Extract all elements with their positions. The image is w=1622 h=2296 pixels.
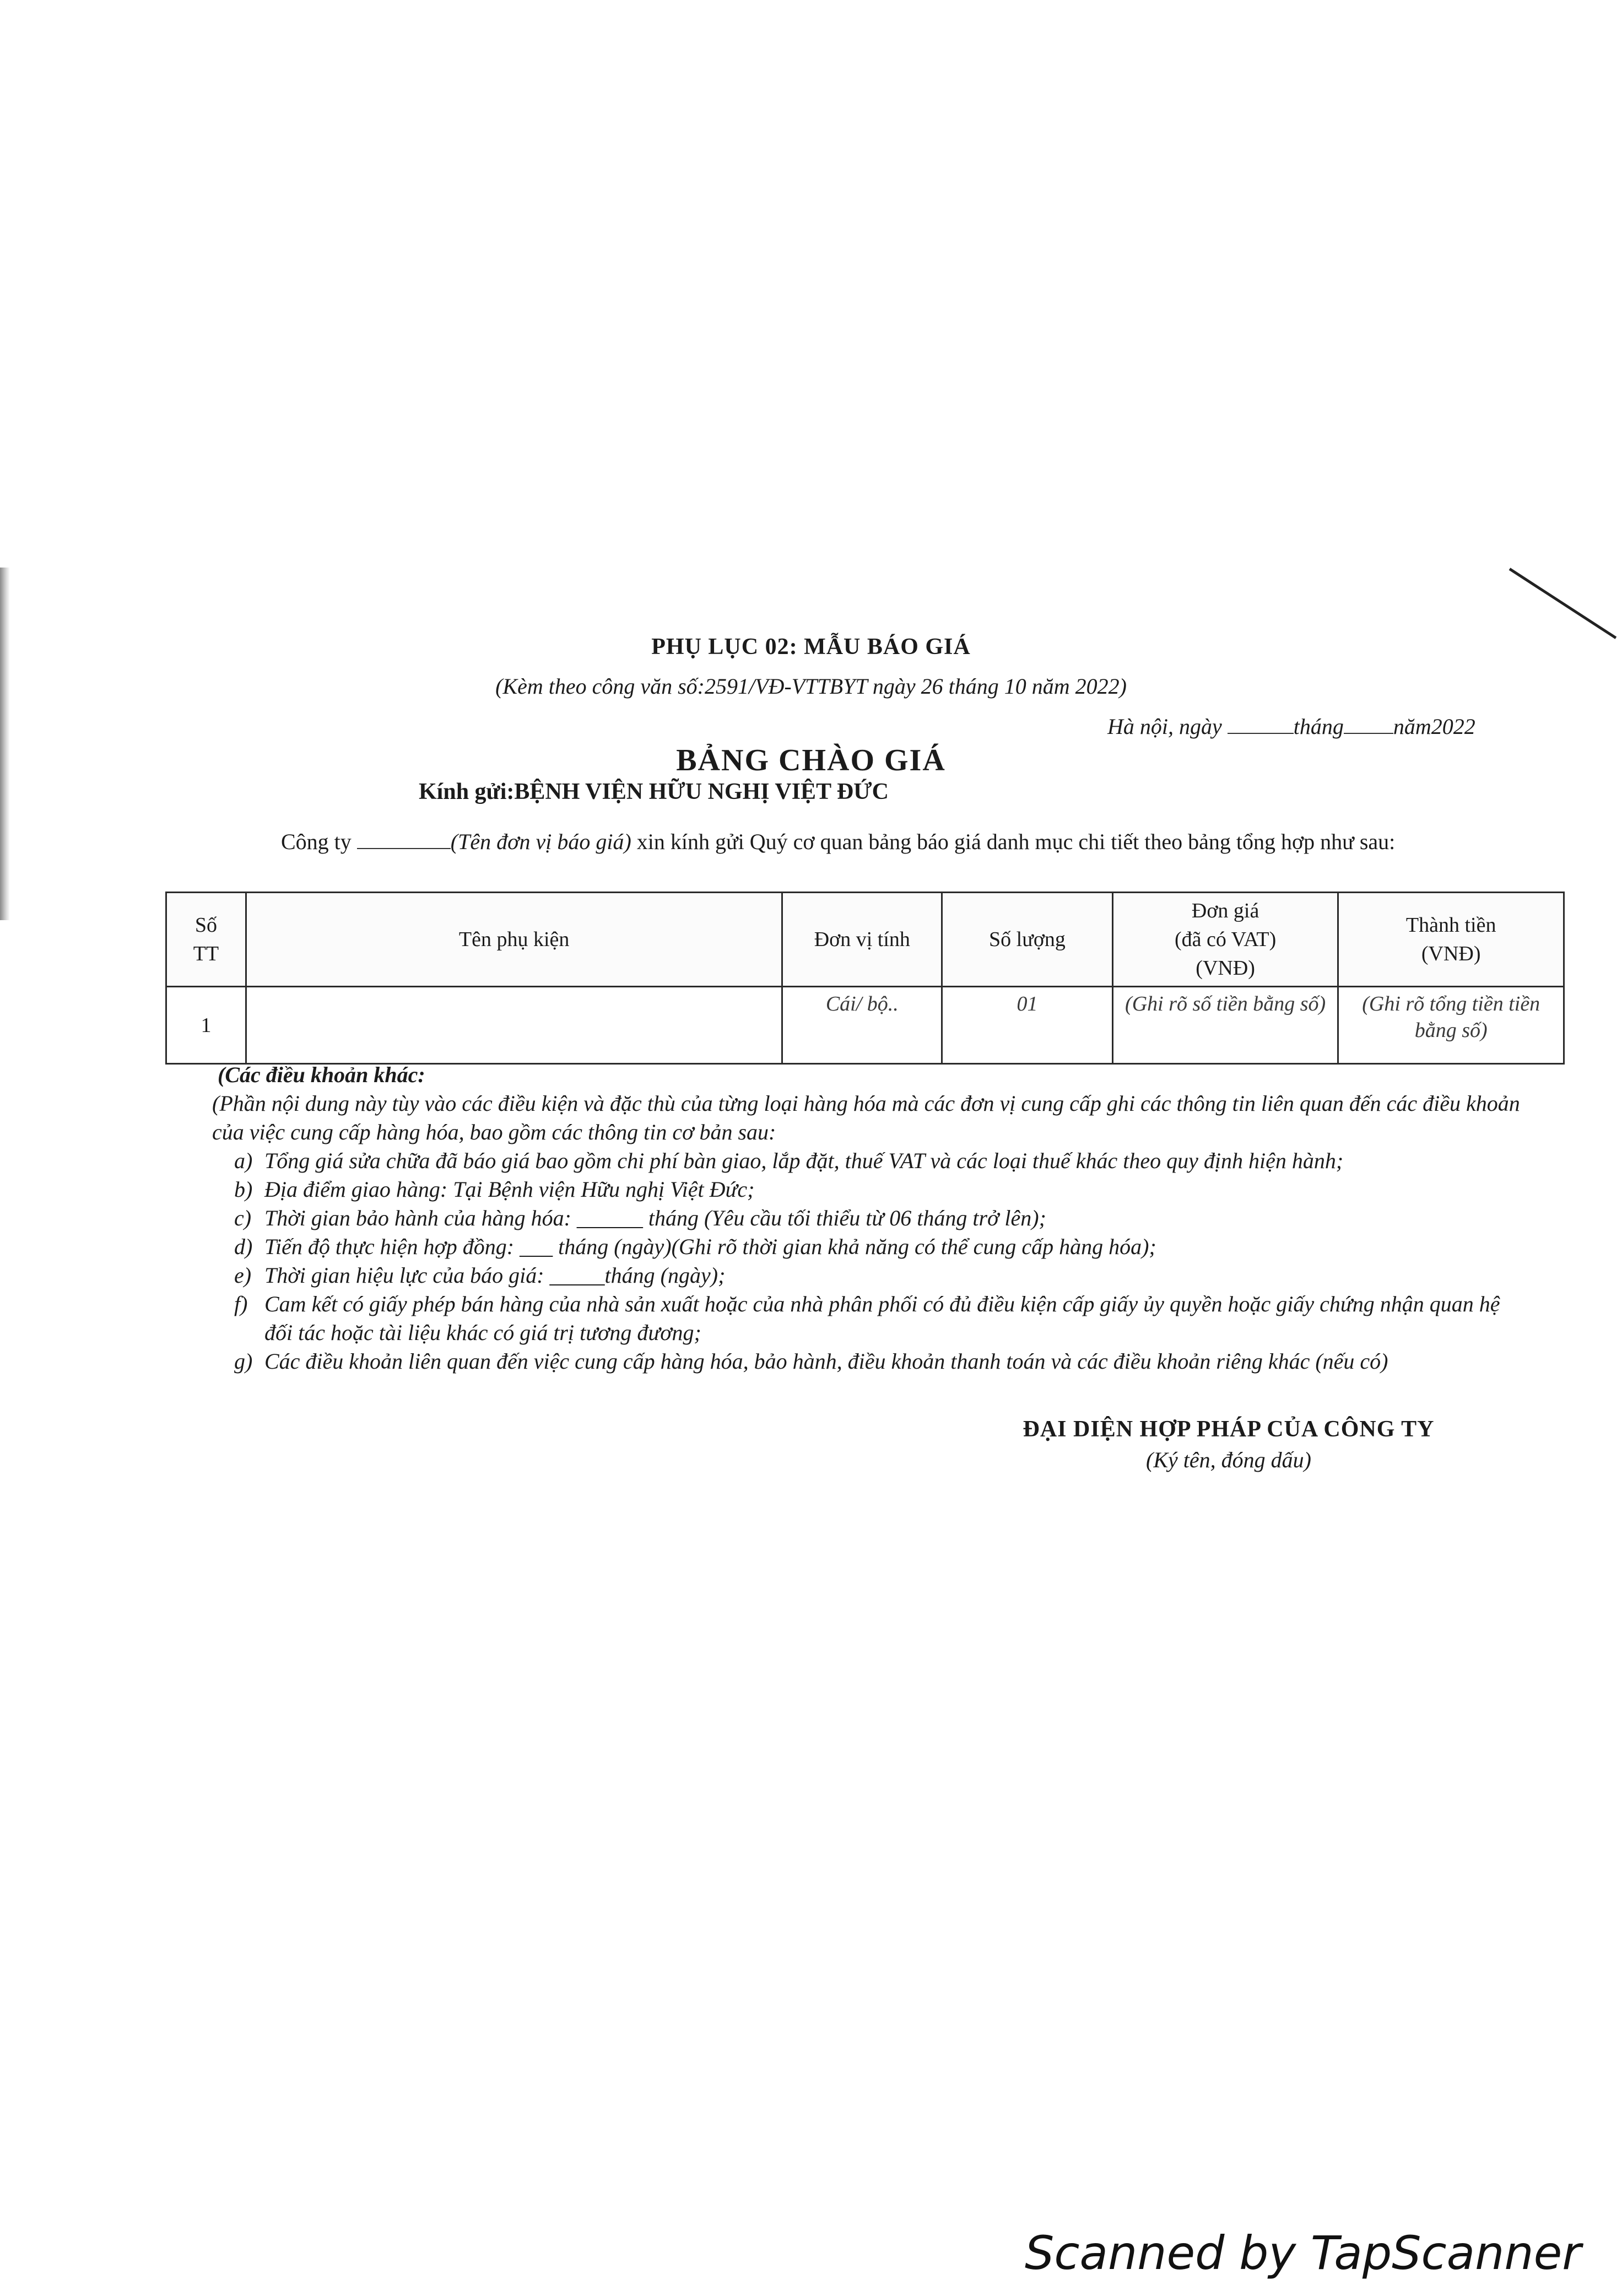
signature-block [981,1416,1477,1473]
header-total [1338,893,1564,987]
main-title: BẢNG CHÀO GIÁ [676,743,946,777]
item-letter: a) [234,1148,253,1173]
signature-note: (Ký tên, đóng dấu) [1146,1447,1311,1472]
terms-description: (Phần nội dung này tùy vào các điều kiện và đặc thù của từng loại hàng hóa mà các đơn vị cung cấp ghi các thông tin liên quan đến các điều khoản của việc cung cấp hàng hóa, bao gồm các thông tin cơ bản sau: [212,1091,1520,1144]
item-letter: g) [234,1349,253,1374]
item-letter: b) [234,1177,253,1202]
date-prefix: Hà nội, ngày [1107,714,1222,739]
signature-title: ĐẠI DIỆN HỢP PHÁP CỦA CÔNG TY [1023,1417,1435,1442]
header-stt-line2: TT [193,942,219,965]
cell-total: (Ghi rõ tổng tiền tiền bằng số) [1338,987,1564,1064]
header-name: Tên phụ kiện [246,893,782,987]
header-price [1112,893,1338,987]
day-blank [1228,714,1294,734]
header-unit: Đơn vị tính [782,893,942,987]
intro-rest: xin kính gửi Quý cơ quan bảng báo giá danh mục chi tiết theo bảng tổng hợp như sau: [636,829,1396,854]
recipient-line: Kính gửi:BỆNH VIỆN HỮU NGHỊ VIỆT ĐỨC [419,779,889,804]
item-text: Cam kết có giấy phép bán hàng của nhà sản xuất hoặc của nhà phân phối có đủ điều kiện cấp giấy ủy quyền hoặc giấy chứng nhận quan hệ đối tác hoặc tài liệu khác có giá trị tương đương; [264,1292,1500,1345]
header-price-line3: (VNĐ) [1196,957,1255,980]
list-item [234,1233,1523,1261]
item-letter: f) [234,1292,248,1316]
header-price-line2: (đã có VAT) [1174,928,1277,951]
quotation-table [165,892,1565,1065]
list-item [234,1175,1523,1204]
month-label: tháng [1293,714,1344,739]
scanner-watermark: Scanned by TapScanner [1025,2226,1581,2280]
terms-list [212,1147,1523,1376]
appendix-title: PHỤ LỤC 02: MẪU BÁO GIÁ [651,634,971,660]
item-letter: d) [234,1234,253,1259]
item-text: Tiến độ thực hiện hợp đồng: ___ tháng (ngày)(Ghi rõ thời gian khả năng có thể cung cấp hàng hóa); [264,1234,1156,1259]
cell-unit: Cái/ bộ.. [782,987,942,1064]
terms-heading: (Các điều khoản khác: [218,1062,425,1087]
cell-price: (Ghi rõ số tiền bằng số) [1112,987,1338,1064]
company-label: Công ty [281,829,352,854]
scan-corner-line [1509,568,1617,639]
header-price-line1: Đơn giá [1191,899,1259,922]
item-letter: c) [234,1206,252,1230]
header-stt-line1: Số [194,914,217,937]
list-item [234,1261,1523,1290]
item-text: Tổng giá sửa chữa đã báo giá bao gồm chi phí bàn giao, lắp đặt, thuế VAT và các loại thuế khác theo quy định hiện hành; [264,1148,1344,1173]
list-item [234,1147,1523,1175]
header-qty: Số lượng [942,893,1113,987]
item-text: Thời gian hiệu lực của báo giá: _____tháng (ngày); [264,1263,726,1288]
cell-stt: 1 [166,987,246,1064]
item-text: Các điều khoản liên quan đến việc cung cấp hàng hóa, bảo hành, điều khoản thanh toán và các điều khoản riêng khác (nếu có) [264,1349,1388,1374]
item-text: Thời gian bảo hành của hàng hóa: ______ tháng (Yêu cầu tối thiểu từ 06 tháng trở lên); [264,1206,1046,1230]
intro-paragraph [165,826,1537,857]
company-blank [357,829,451,849]
header-total-line1: Thành tiền [1405,914,1496,937]
company-placeholder: (Tên đơn vị báo giá) [450,829,631,854]
header-total-line2: (VNĐ) [1421,942,1481,965]
cell-qty: 01 [942,987,1113,1064]
month-blank [1344,714,1393,734]
year-label: năm2022 [1393,714,1475,739]
list-item [234,1290,1523,1347]
attachment-reference: (Kèm theo công văn số:2591/VĐ-VTTBYT ngày 26 tháng 10 năm 2022) [495,674,1127,699]
table-header-row [166,893,1564,987]
cell-name [246,987,782,1064]
list-item [234,1204,1523,1233]
item-text: Địa điểm giao hàng: Tại Bệnh viện Hữu nghị Việt Đức; [264,1177,755,1202]
header-stt [166,893,246,987]
date-line [1107,714,1475,739]
list-item [234,1347,1523,1376]
item-letter: e) [234,1263,252,1288]
table-row [166,987,1564,1064]
terms-section [212,1061,1523,1376]
